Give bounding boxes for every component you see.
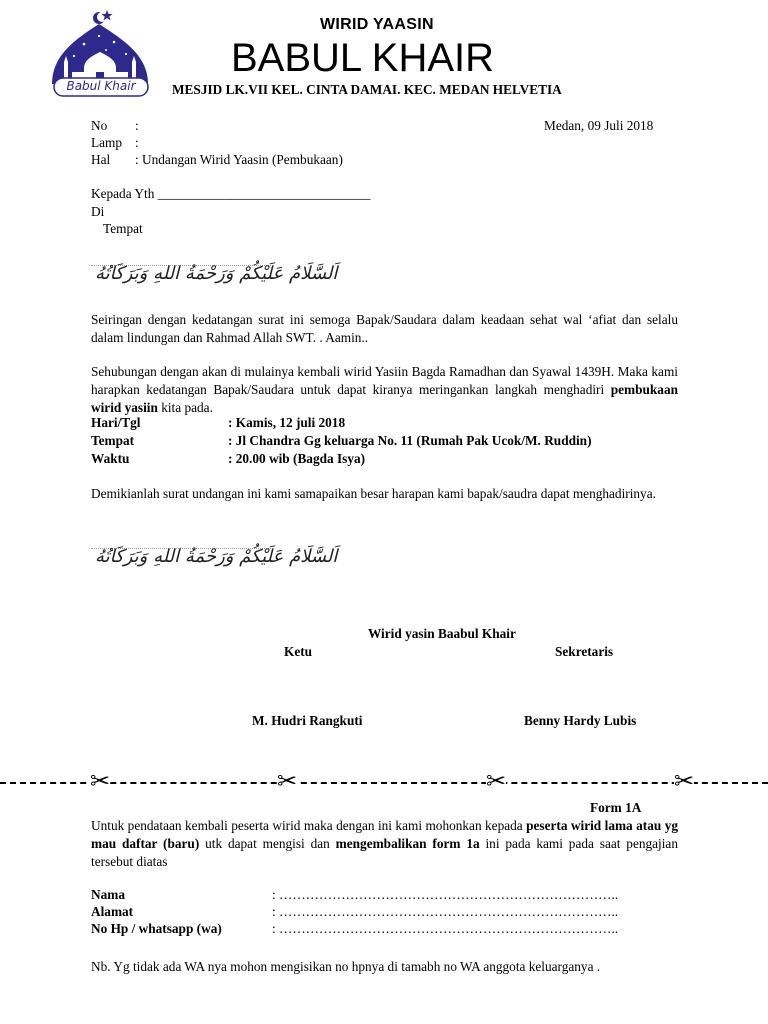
no-value: : <box>135 118 139 133</box>
scissors-icon: ✂ <box>674 767 695 795</box>
form-intro-mid: utk dapat mengisi dan <box>199 836 336 851</box>
event-time-label: Waktu <box>91 451 130 466</box>
body-paragraph-1: Seiringan dengan kedatangan surat ini semoga Bapak/Saudara dalam keadaan sehat wal ‘afiat dan selalu dalam lindungan dan Rahmad Allah SWT. . Aamin.. <box>91 312 678 345</box>
recipient-tempat: Tempat <box>103 221 143 236</box>
form-intro-end: ini pada kami pada saat pengajian tersebut diatas <box>91 836 678 869</box>
header-address: MESJID LK.VII KEL. CINTA DAMAI. KEC. MEDAN HELVETIA <box>172 82 562 97</box>
form-intro-bold-1: peserta wirid lama atau yg mau daftar (baru) <box>91 818 679 851</box>
form-field-phone-value[interactable]: : ………………………………………………………………….. <box>272 921 619 936</box>
event-time-value: : 20.00 wib (Bagda Isya) <box>228 451 366 466</box>
body-paragraph-2-end: kita pada. <box>157 400 213 415</box>
scissors-icon: ✂ <box>277 767 298 795</box>
body-paragraph-2-bold: pembukaan wirid yasiin <box>91 382 678 415</box>
logo <box>44 6 164 102</box>
form-field-phone-label: No Hp / whatsapp (wa) <box>91 921 222 936</box>
signature-name-left: M. Hudri Rangkuti <box>252 713 363 728</box>
signature-role-right: Sekretaris <box>555 644 614 659</box>
body-paragraph-3: Demikianlah surat undangan ini kami samapaikan besar harapan kami bapak/saudra dapat menghadirinya. <box>91 486 656 501</box>
lamp-label: Lamp <box>91 135 123 150</box>
form-intro-text: Untuk pendataan kembali peserta wirid maka dengan ini kami mohonkan kepada <box>91 818 527 833</box>
letter-date: Medan, 09 Juli 2018 <box>544 118 654 133</box>
scissors-icon: ✂ <box>486 767 507 795</box>
body-paragraph-2-text: Sehubungan dengan akan di mulainya kembali wirid Yasiin Bagda Ramadhan dan Syawal 1439H. Maka kami harapkan kedatangan Bapak/Saudara untuk dapat kiranya meringankan langkah menghadiri <box>91 364 678 397</box>
no-label: No <box>91 118 108 133</box>
form-field-name-value[interactable]: : ………………………………………………………………….. <box>272 887 619 902</box>
event-day-label: Hari/Tgl <box>91 415 141 430</box>
event-day-value: : Kamis, 12 juli 2018 <box>228 415 346 430</box>
cut-line <box>0 782 768 784</box>
signature-org: Wirid yasin Baabul Khair <box>368 626 516 641</box>
logo-text: Babul Khair <box>66 79 136 93</box>
event-place-value: : Jl Chandra Gg keluarga No. 11 (Rumah Pak Ucok/M. Ruddin) <box>228 433 592 448</box>
scissors-icon: ✂ <box>90 767 111 795</box>
signature-name-right: Benny Hardy Lubis <box>524 713 637 728</box>
signature-role-left: Ketu <box>284 644 313 659</box>
header-title: BABUL KHAIR <box>231 36 495 80</box>
form-field-address-value[interactable]: : ………………………………………………………………….. <box>272 904 619 919</box>
form-note: Nb. Yg tidak ada WA nya mohon mengisikan no hpnya di tamabh no WA anggota keluarganya . <box>91 959 601 974</box>
form-label: Form 1A <box>590 800 642 815</box>
hal-value: : Undangan Wirid Yaasin (Pembukaan) <box>135 152 343 167</box>
lamp-value: : <box>135 135 139 150</box>
form-field-name-label: Nama <box>91 887 125 902</box>
form-intro <box>91 817 678 871</box>
header-subtitle: WIRID YAASIN <box>320 16 434 33</box>
salam-greeting: اَلسَّلَامُ عَلَيْكُمْ وَرَحْمَةُ اللهِ وَبَرَكَاتُهُ <box>95 263 338 284</box>
body-paragraph-2 <box>91 363 678 417</box>
event-place-label: Tempat <box>91 433 135 448</box>
salam-closing: اَلسَّلَامُ عَلَيْكُمْ وَرَحْمَةُ اللهِ وَبَرَكَاتُهُ <box>95 546 338 567</box>
recipient-line: Kepada Yth ________________________________ <box>91 186 371 201</box>
recipient-di: Di <box>91 204 105 219</box>
form-field-address-label: Alamat <box>91 904 134 919</box>
hal-label: Hal <box>91 152 111 167</box>
form-intro-bold-2: mengembalikan form 1a <box>335 836 480 851</box>
